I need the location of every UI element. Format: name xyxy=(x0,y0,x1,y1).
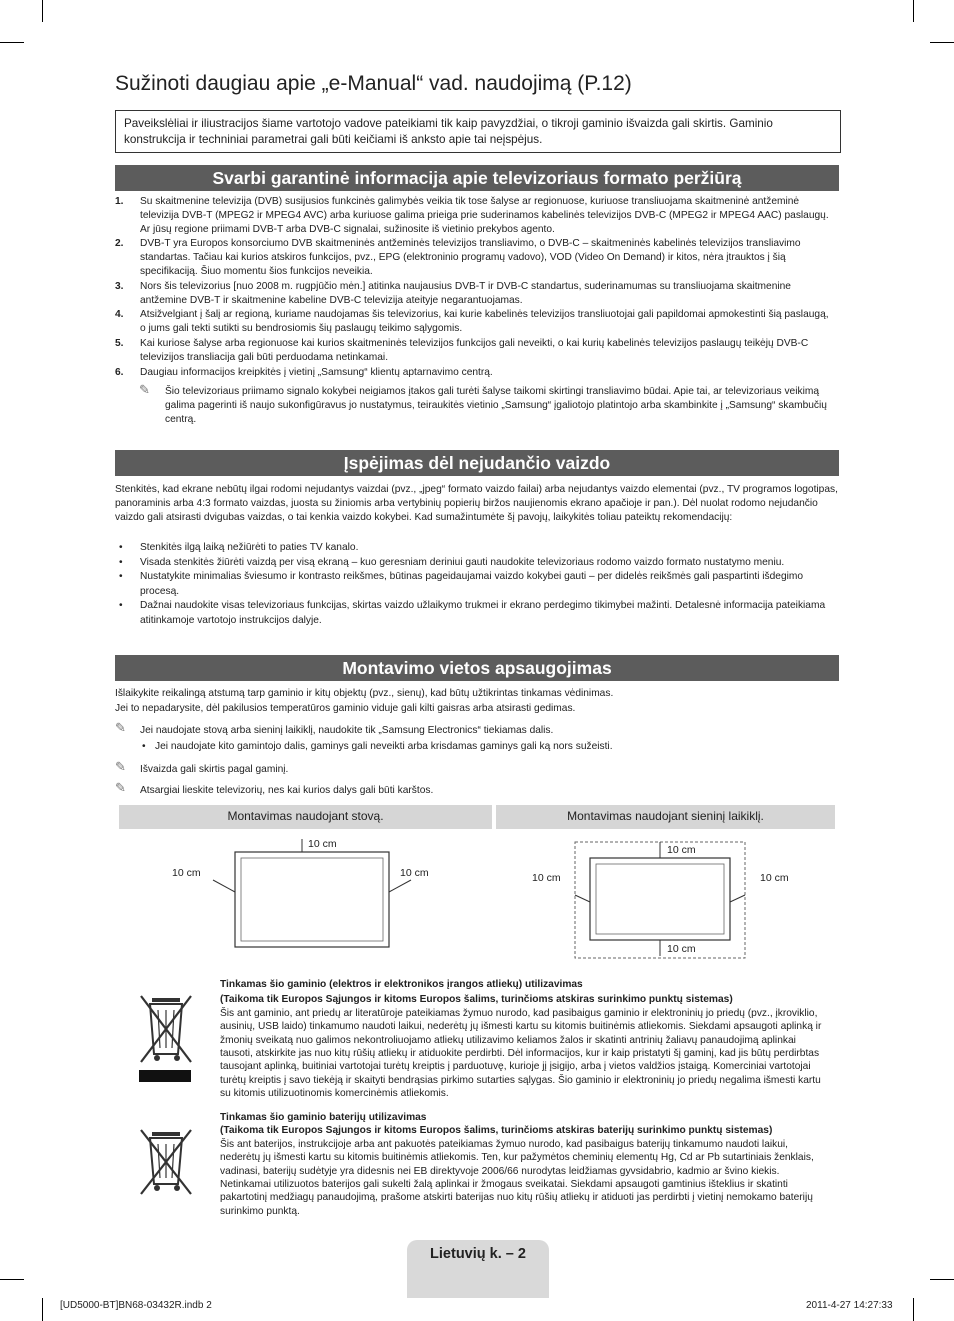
battery-subtitle: (Taikoma tik Europos Sąjungos ir kitoms Europos šalims, turinčioms atskiras baterijų surinkimo punktų sistemas) xyxy=(220,1125,773,1137)
dim-label-right: 10 cm xyxy=(400,867,429,879)
wall-mount-diagram xyxy=(560,840,760,960)
list-item: 2. DVB-T yra Europos konsorciumo DVB skaitmeninės antžeminės televizijos transliavimo, o DVB-C – skaitmeninės kabelinės televizijos transliavimo standartas. Tačiau kai kurios atskiros funkcijos, pvz., EPG (elektroninio programų vadovo), VOD (Video On Demand) ir kitos, nėra įtrauktos į šią specifikaciją. Šiuo momentu šios funkcijos neveikia. xyxy=(115,238,801,277)
note-subitem: • Jei naudojate kito gamintojo dalis, gaminys gali neveikti arba krisdamas gaminys gali ką nors sužeisti. xyxy=(142,740,613,752)
installation-intro-2: Jei to nepadarysite, dėl pakilusios temperatūros gaminio viduje gali kilti gaisras arba atsirasti gedimas. xyxy=(115,703,576,714)
pencil-note-icon: ✎ xyxy=(115,758,126,774)
file-reference: [UD5000-BT]BN68-03432R.indb 2 xyxy=(60,1300,212,1311)
section-warranty-heading: Svarbi garantinė informacija apie televizoriaus formato peržiūrą xyxy=(115,165,839,191)
weee-title: Tinkamas šio gaminio (elektros ir elektronikos įrangos atliekų) utilizavimas xyxy=(220,979,583,990)
dim-label-left: 10 cm xyxy=(532,872,561,884)
crop-mark xyxy=(42,0,43,22)
page-number-tab: Lietuvių k. – 2 xyxy=(407,1240,549,1298)
stand-column-header: Montavimas naudojant stovą. xyxy=(119,805,492,829)
weee-subtitle: (Taikoma tik Europos Sąjungos ir kitoms Europos šalims, turinčioms atskiras surinkimo punktų sistemas) xyxy=(220,994,733,1006)
section-still-image-heading: Įspėjimas dėl nejudančio vaizdo xyxy=(115,450,839,476)
dim-label-bottom: 10 cm xyxy=(667,943,696,955)
intro-note: Paveikslėliai ir iliustracijos šiame vartotojo vadove pateikiami tik kaip pavyzdžiai, o tikroji gaminio išvaizda gali skirtis. Gaminio konstrukcija ir techniniai parametrai gali būti keičiami iš anksto apie tai neįspėjus. xyxy=(115,110,841,153)
dim-label-top: 10 cm xyxy=(667,844,696,856)
installation-notes xyxy=(115,720,835,798)
list-item: 3. Nors šis televizorius [nuo 2008 m. rugpjūčio mėn.] atitinka naujausius DVB-T ir DVB-C standartus, suderinamumas su transliuojama skaitmenine antžemine DVB-T ir skaitmenine kabeline DVB-C televizija ateityje negarantuojamas. xyxy=(115,280,791,306)
wall-column-header: Montavimas naudojant sieninį laikiklį. xyxy=(496,805,835,829)
list-item: • Dažnai naudokite visas televizoriaus funkcijas, skirtas vaizdo užlaikymo trukmei ir ekrano perdegimo tikimybei mažinti. Detalesnė informacija pateikiama atitinkamoje vartotojo instrukcijos dalyje. xyxy=(115,599,835,628)
crop-mark xyxy=(913,0,914,22)
warranty-list xyxy=(115,195,835,427)
dim-label-top: 10 cm xyxy=(308,838,337,850)
crop-mark xyxy=(913,1298,914,1321)
still-image-bullets xyxy=(115,541,835,629)
crop-mark xyxy=(0,42,24,43)
installation-intro-1: Išlaikykite reikalingą atstumą tarp gaminio ir kitų objektų (pvz., sienų), kad būtų užtikrintas tinkamas vėdinimas. xyxy=(115,688,614,699)
print-timestamp: 2011-4-27 14:27:33 xyxy=(806,1300,893,1311)
crop-mark xyxy=(930,42,954,43)
weee-text: Šis ant gaminio, ant priedų ar literatūroje pateikiamas žymuo nurodo, kad pasibaigus gaminio ir elektroninių jo priedų (pvz., įkroviklio, ausinių, USB laido) tinkamumo naudoti laikui, nederėtų jų išmesti kartu su kitomis buitinėmis atliekomis. Siekdami apsaugoti aplinką ir žmonių sveikatą nuo galimos nekontroliuojamo atliekų utilizavimo keliamos žalos ir skatinti antrinių žaliavų panaudojimą aplinkai tausoti, atskirkite jas nuo kitų rūšių atliekų ir atiduokite perdirbti. Dėl informacijos, kur ir kaip pristatyti šį gaminį, kad jis būtų perdirbtas tausojant aplinką, buitiniai vartotojai turėtų kreiptis į parduotuvę, kurioje jį įsigijo, arba į vietos valdžios įstaigą. Komerciniai vartotojai turėtų kreiptis į savo tiekėją ir skaityti bendrąsias pirkimo sutarties sąlygas. Šio gaminio ir elektroninių jo priedų negalima išmesti kartu su kitomis utilizuotinomis komercinėmis atliekomis. xyxy=(220,1007,822,1100)
list-item: 4. Atsižvelgiant į šalį ar regioną, kuriame naudojamas šis televizorius, kai kurie kabelinės televizijos transliuotojai gali papildomai apmokestinti šią paslaugą, o jums gali tekti sutikti su bendrosiomis šių paslaugų teikimo sąlygomis. xyxy=(115,309,829,335)
pencil-note-icon: ✎ xyxy=(115,780,126,796)
note-item: ✎ Išvaizda gali skirtis pagal gaminį. xyxy=(115,758,289,775)
stand-mount-diagram xyxy=(165,832,465,952)
battery-title: Tinkamas šio gaminio baterijų utilizavimas xyxy=(220,1112,427,1123)
list-item: • Stenkitės ilgą laiką nežiūrėti to paties TV kanalo. xyxy=(115,541,835,556)
note-item: ✎ Jei naudojate stovą arba sieninį laikiklį, naudokite tik „Samsung Electronics“ tiekiamas dalis. xyxy=(115,720,554,736)
dim-label-right: 10 cm xyxy=(760,872,789,884)
crop-mark xyxy=(42,1298,43,1321)
pencil-note-icon: ✎ xyxy=(139,382,150,398)
list-item: • Visada stenkitės žiūrėti vaizdą per visą ekraną – kuo geresniam deriniui gauti naudokite televizoriaus rodomo vaizdo formato nustatymo meniu. xyxy=(115,556,835,571)
section-installation-heading: Montavimo vietos apsaugojimas xyxy=(115,655,839,681)
list-item: 5. Kai kuriose šalyse arba regionuose kai kurios skaitmeninės televizijos funkcijos gali neveikti, o kai kurių kabelinės televizijos paslaugų teikėjų DVB-C televizijos transliacija gali būti perduodama netinkamai. xyxy=(115,337,809,363)
list-item: • Nustatykite minimalias šviesumo ir kontrasto reikšmes, būtinas pageidaujamai vaizdo kokybei gauti – per didelės reikšmės gali paspartinti išdegimo procesą. xyxy=(115,570,835,599)
still-image-intro: Stenkitės, kad ekrane nebūtų ilgai rodomi nejudantys vaizdai (pvz., „jpeg“ formato vaizdo failai) arba nejudantys vaizdo elementai (pvz., TV programos logotipas, panoraminis arba 4:3 formato vaizdas, juosta su žiniomis arba vertybinių popierių biržos naujienomis ekrano apačioje ir pan.). Dėl nuolat rodomo nejudančio vaizdo gali atsirasti dvigubas vaizdas, o tai kenkia vaizdo kokybei. Kad sumažintumėte šį pavojų, laikykitės toliau pateiktų rekomendacijų: xyxy=(115,484,838,523)
crop-mark xyxy=(930,1279,954,1280)
battery-disposal-block xyxy=(115,1111,830,1218)
pencil-note-icon: ✎ xyxy=(115,720,126,735)
note-item: ✎ Atsargiai lieskite televizorių, nes kai kurios dalys gali būti karštos. xyxy=(115,780,434,797)
weee-disposal-block xyxy=(115,978,830,1101)
warranty-note: ✎ Šio televizoriaus priimamo signalo kokybei neigiamos įtakos gali turėti šalyse taikomi skirtingi transliavimo būdai. Apie tai, ar televizoriaus veikimą galima pagerinti iš naujo sukonfigūravus jo nustatymus, teiraukitės vietinio „Samsung“ įgaliotojo platintojo arba skambinkite į „Samsung“ skambučių centrą. xyxy=(139,382,827,425)
list-item: 1. Su skaitmenine televizija (DVB) susijusios funkcinės galimybės veikia tik tose šalyse ar regionuose, kuriuose transliuojama skaitmeninė antžeminė televizija DVB-T (MPEG2 ir MPEG4 AVC) arba kuriuose galima prieiga prie suderinamos kabelinės televizijos DVB-C (MPEG2 ir MPEG4 AAC) paslaugų. Ar jūsų regione priimami DVB-T arba DVB-C signalai, sužinosite iš vietinio prekybos agento. xyxy=(115,196,829,235)
crop-mark xyxy=(0,1279,24,1280)
page-title: Sužinoti daugiau apie „e-Manual“ vad. naudojimą (P.12) xyxy=(115,72,632,95)
dim-label-left: 10 cm xyxy=(172,867,201,879)
battery-text: Šis ant baterijos, instrukcijoje arba ant pakuotės pateikiamas žymuo nurodo, kad pasibaigus baterijų tinkamumo naudoti laikui, nederėtų jų išmesti kartu su kitomis buitinėmis atliekomis. Ten, kur pažymėtos cheminių elementų Hg, Cd ar Pb sutartiniais ženklais, vadinasi, baterijų sudėtyje yra didesnis nei EB direktyvoje 2006/66 nurodytas leidžiamas gyvsidabrio, kadmio ar švino kiekis. Netinkamai utilizuotos baterijos gali sukelti žalą aplinkai ir žmogaus sveikatai. Siekdami apsaugoti gamtinius išteklius ir skatinti pakartotinį medžiagų panaudojimą, prašome atskirti baterijas nuo kitų rūšių atliekų ir atiduoti jas perdirbti į vietinį nemokamo baterijų surinkimo punktą. xyxy=(220,1138,814,1217)
list-item: 6. Daugiau informacijos kreipkitės į vietinį „Samsung“ klientų aptarnavimo centrą. xyxy=(115,366,493,378)
